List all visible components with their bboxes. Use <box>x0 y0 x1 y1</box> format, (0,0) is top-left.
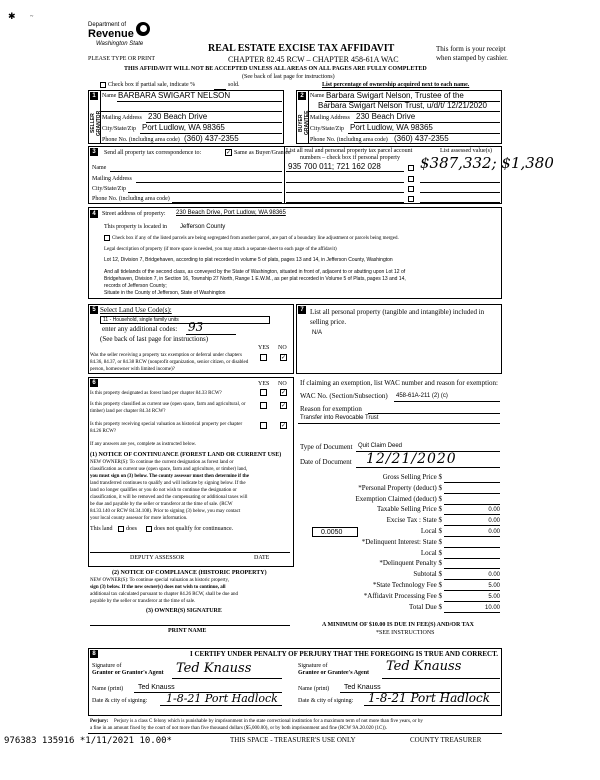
exemption-claim-label: If claiming an exemption, list WAC number and reason for exemption: <box>300 379 498 387</box>
corr-mailing-line <box>136 182 282 183</box>
personal-property-label: List all personal property (tangible and intangible) included in selling price. <box>310 308 485 326</box>
seller-mailing[interactable]: 230 Beach Drive <box>148 112 208 121</box>
grantee-name[interactable]: Ted Knauss <box>344 684 381 691</box>
seller-name[interactable]: BARBARA SWIGART NELSON <box>118 91 231 100</box>
reason-line-2 <box>298 423 500 424</box>
notice-compliance-title: (2) NOTICE OF COMPLIANCE (HISTORIC PROPERTY) <box>112 570 267 576</box>
see-instructions: *SEE INSTRUCTIONS <box>376 630 435 636</box>
land-use-code: 11 - Household, single family units <box>103 317 179 323</box>
s6-q1-no[interactable]: ✓ <box>281 389 287 396</box>
tax-row-value[interactable]: 0.00 <box>488 529 500 535</box>
tax-row-line <box>444 590 500 591</box>
buyer-phone-label: Phone No. (including area code) <box>310 137 388 143</box>
doc-type-label: Type of Document <box>300 443 353 451</box>
land-use-select[interactable] <box>100 316 270 324</box>
sold-label: sold. <box>228 82 240 88</box>
logo-mark-icon <box>136 22 150 36</box>
notice1-line-6: classification, it will be removed and the compensating or additional taxes will <box>90 495 248 500</box>
tax-row-label: Subtotal $ <box>413 570 442 579</box>
corr-mailing-label: Mailing Address <box>92 176 132 182</box>
legal-description-1[interactable]: Lot 12, Division 7, Bridgehaven, according to plat recorded in volume 5 of plats, pages 13 and 14, in Jefferson County, Washington <box>104 257 393 263</box>
additional-codes[interactable]: 93 <box>188 320 204 334</box>
tax-row-value[interactable]: 0.00 <box>488 572 500 579</box>
s6-q2-yes[interactable] <box>260 402 267 409</box>
notice1-line-8: 84.33.140 or RCW 84.34.108). Prior to signing (3) below, you may contact <box>90 509 241 514</box>
legal-label: Legal description of property (if more space is needed, you may attach a separate sheet to each page of the affidavit) <box>104 247 337 252</box>
personal-property-checkbox-1[interactable] <box>408 165 414 171</box>
seller-city-label: City/State/Zip <box>102 126 136 132</box>
notice-continuance-title: (1) NOTICE OF CONTINUANCE (FOREST LAND OR CURRENT USE) <box>90 452 282 458</box>
partial-sale-label: Check box if partial sale, indicate % <box>108 82 196 88</box>
grantor-signature[interactable]: Ted Knauss <box>176 661 252 676</box>
perjury-line-1: Perjury is a class C felony which is punishable by imprisonment in the state correctional institution for a maximum term of not more than five years, or by <box>114 719 423 724</box>
tax-row-line <box>444 568 500 569</box>
seller-side-label: SELLER GRANTOR <box>90 110 102 136</box>
seller-mailing-label: Mailing Address <box>102 115 142 121</box>
forest-land-question: Is this property designated as forest land per chapter 84.33 RCW? <box>90 391 222 396</box>
owner-signature-label: (3) OWNER(S) SIGNATURE <box>146 608 222 614</box>
tax-row-value[interactable]: 5.00 <box>488 593 500 600</box>
tax-row-label: Total Due $ <box>409 602 442 611</box>
s6-no-header: NO <box>278 381 287 387</box>
s5-q1-yes[interactable] <box>260 354 267 361</box>
notice2-line-1: NEW OWNER(S): To continue special valuation as historic property, <box>90 578 229 583</box>
tax-row-label: *State Technology Fee $ <box>372 581 442 589</box>
s5-no-header: NO <box>278 345 287 351</box>
s5-yes-header: YES <box>258 345 270 351</box>
tax-row-line <box>444 579 500 580</box>
grantee-date-label: Date & city of signing: <box>298 698 354 704</box>
s6-q3-no[interactable]: ✓ <box>281 422 287 429</box>
personal-property-checkbox-4[interactable] <box>408 196 414 202</box>
grantor-sig-label-1: Signature of <box>92 663 122 669</box>
section-number-8: 8 <box>90 650 98 658</box>
assessed-header: List assessed value(s) <box>440 148 492 154</box>
parcel-line-2 <box>286 182 404 183</box>
tax-row-value[interactable]: 0.00 <box>488 518 500 525</box>
grantee-date-line <box>364 705 500 706</box>
owner-sign-line <box>90 625 290 626</box>
buyer-mailing[interactable]: 230 Beach Drive <box>356 112 416 121</box>
same-as-buyer-checkbox[interactable]: ✓ <box>226 149 232 156</box>
current-use-question: Is this property classified as current use (open space, farm and agricultural, or timber) land per chapter 84.34 RCW? <box>90 402 246 414</box>
seller-phone-label: Phone No. (including area code) <box>102 137 180 143</box>
tax-row-label: Local $ <box>420 527 442 535</box>
logo-agency-state: Washington State <box>96 41 144 47</box>
tax-row-line <box>444 612 500 613</box>
assessed-line-3 <box>420 192 500 193</box>
please-type: PLEASE TYPE OR PRINT <box>88 56 156 62</box>
tax-row-value[interactable]: 0.00 <box>488 507 500 514</box>
reason-line-1 <box>368 413 500 414</box>
footer-rule <box>88 733 502 734</box>
personal-property-checkbox-2[interactable] <box>408 176 414 182</box>
certify-statement: I CERTIFY UNDER PENALTY OF PERJURY THAT THE FOREGOING IS TRUE AND CORRECT. <box>190 650 499 658</box>
parcel-line-3 <box>286 192 404 193</box>
grantee-sig-label-2: Grantee or Grantee's Agent <box>298 670 370 676</box>
wac-label: WAC No. (Section/Subsection) <box>300 392 388 400</box>
grantee-sig-line <box>382 678 500 679</box>
section-number-7: 7 <box>298 306 306 314</box>
partial-sale-checkbox[interactable] <box>100 82 106 88</box>
street-address[interactable]: 230 Beach Drive, Port Ludlow, WA 98365 <box>176 210 286 216</box>
tax-row-line <box>444 525 500 526</box>
notice1-line-7: be due and payable by the seller or transferor at the time of sale. (RCW <box>90 502 233 507</box>
reason-label: Reason for exemption <box>300 405 362 413</box>
corr-phone-label: Phone No. (including area code) <box>92 196 170 202</box>
if-yes-note: If any answers are yes, complete as instructed below. <box>90 442 197 447</box>
same-as-buyer-label: Same as Buyer/Grantee <box>234 150 291 156</box>
does-not-qualify-checkbox[interactable] <box>146 526 152 532</box>
section-number-3: 3 <box>90 148 98 156</box>
wac-line <box>394 401 500 402</box>
grantee-sig-label-1: Signature of <box>298 663 328 669</box>
buyer-mailing-label: Mailing Address <box>310 115 350 121</box>
grantee-date-city[interactable]: 1-8-21 Port Hadlock <box>368 691 491 705</box>
form-subtitle: CHAPTER 82.45 RCW – CHAPTER 458-61A WAC <box>228 55 399 64</box>
receipt-note-1: This form is your receipt <box>436 45 506 53</box>
notice1-line-3: you must sign on (3) below. The county assessor must then determine if the <box>90 474 249 479</box>
tax-row-line <box>444 536 500 537</box>
section-number-4: 4 <box>90 210 98 218</box>
cashier-stamp: 976383 135916 *1/11/2021 10.00* <box>4 736 172 746</box>
buyer-city-label: City/State/Zip <box>310 126 344 132</box>
notice1-line-5: land no longer qualifies or you do not wish to continue the designation or <box>90 488 237 493</box>
notice2-line-4: payable by the seller or transferor at the time of sale. <box>90 599 196 604</box>
notice2-line-2: sign (3) below. If the new owner(s) does not wish to continue, all <box>90 585 226 590</box>
section-number-6: 6 <box>90 379 98 387</box>
buyer-city[interactable]: Port Ludlow, WA 98365 <box>350 123 433 132</box>
s5-q1-no[interactable]: ✓ <box>281 354 287 361</box>
parcel-line-1 <box>286 171 404 172</box>
receipt-note-2: when stamped by cashier. <box>436 54 508 62</box>
located-label: This property is located in <box>104 224 167 230</box>
tax-row-label: Local $ <box>420 548 442 557</box>
legal-description-2d[interactable]: Situate in the County of Jefferson, State of Washington <box>104 290 226 296</box>
tax-row-label: *Personal Property (deduct) $ <box>358 483 442 492</box>
does-qualify-checkbox[interactable] <box>118 526 124 532</box>
perjury-label: Perjury: <box>90 719 109 724</box>
this-land-label: This land <box>90 526 113 532</box>
form-warning: THIS AFFIDAVIT WILL NOT BE ACCEPTED UNLESS ALL AREAS ON ALL PAGES ARE FULLY COMPLETED <box>124 66 427 72</box>
deputy-assessor-label: DEPUTY ASSESSOR <box>130 555 185 561</box>
local-rate: 0.0050 <box>321 529 343 536</box>
corr-name-label: Name <box>92 165 107 171</box>
minimum-due-note: A MINIMUM OF $10.00 IS DUE IN FEE(S) AND/OR TAX <box>322 622 474 628</box>
buyer-name-line-2[interactable]: Barbara Swigart Nelson Trust, u/d/t/ 12/21/2020 <box>318 101 487 110</box>
legal-description-2b[interactable]: Bridgehaven, Division 7, in Section 16, Township 27 North, Range 1 E.W.M., as per plat recorded in Volume 5 of Plats, pages 13 and 14, <box>104 276 406 282</box>
assessor-date-label: DATE <box>254 555 270 561</box>
county[interactable]: Jefferson County <box>180 224 226 230</box>
doc-type[interactable]: Quit Claim Deed <box>358 443 403 449</box>
tax-row-line <box>444 482 500 483</box>
corner-scribble: ~ <box>30 14 34 20</box>
tax-row-value[interactable]: 10.00 <box>484 604 500 611</box>
tax-row-label: Excise Tax : State $ <box>386 516 442 525</box>
buyer-name-label: Name <box>310 93 325 99</box>
parcel-line-4 <box>286 202 404 203</box>
s6-q3-yes[interactable] <box>260 422 267 429</box>
grantor-name-label: Name (print) <box>92 686 124 692</box>
print-name-label: PRINT NAME <box>168 628 207 634</box>
exemption-reason[interactable]: Transfer into Revocable Trust <box>300 415 379 421</box>
notice1-line-2: classification as current use (open space, farm and agriculture, or timber) land, <box>90 467 248 472</box>
local-rate-box[interactable] <box>312 527 358 537</box>
logo-agency-name: Revenue <box>88 28 134 40</box>
grantor-name[interactable]: Ted Knauss <box>138 684 175 691</box>
doc-date-label: Date of Document <box>300 458 352 466</box>
grantor-date-city[interactable]: 1-8-21 Port Hadlock <box>166 692 278 705</box>
seller-name-label: Name <box>102 93 117 99</box>
doc-date-line <box>356 467 500 468</box>
section-number-1: 1 <box>90 92 98 100</box>
land-use-label: Select Land Use Code(s): <box>100 306 172 314</box>
perjury-line-2: a fine in an amount fixed by the court of not more than five thousand dollars ($5,000.00), or by both imprisonment and fine (RCW 9A.20.020 (1C)). <box>90 726 387 731</box>
tax-row-label: *Delinquent Interest: State $ <box>361 537 442 546</box>
notice1-line-9: your local county assessor for more information. <box>90 516 188 521</box>
tax-row-value[interactable]: 5.00 <box>488 583 500 589</box>
corr-name-line <box>110 171 282 172</box>
does-label: does <box>126 526 137 532</box>
historic-question: Is this property receiving special valuation as historical property per chapter 84.26 RCW? <box>90 422 243 434</box>
legal-description-2a[interactable]: And all tidelands of the second class, as conveyed by the State of Washington, situated in front of, adjacent to or abutting upon Lot 12 of <box>104 269 406 275</box>
tax-row-label: *Affidavit Processing Fee $ <box>363 591 442 600</box>
corner-mark: ✱ <box>8 11 16 21</box>
logo-agency: Department of <box>88 22 127 28</box>
tax-row-line <box>444 514 500 515</box>
seller-name-line <box>117 101 282 102</box>
grantor-sig-label-2: Grantor or Grantor's Agent <box>92 670 164 676</box>
notice2-line-3: additional tax calculated pursuant to chapter 84.26 RCW, shall be due and <box>90 592 238 597</box>
back-note: (See back of last page for instructions) <box>242 74 335 80</box>
s6-yes-header: YES <box>258 381 270 387</box>
tax-row-line <box>444 601 500 602</box>
county-treasurer-label: COUNTY TREASURER <box>410 736 482 744</box>
corr-phone-line <box>172 202 282 203</box>
tax-row-label: Exemption Claimed (deduct) $ <box>355 494 442 503</box>
tax-row-line <box>444 493 500 494</box>
wac-number[interactable]: 458-61A-211 (2) (c) <box>396 393 448 399</box>
buyer-side-label: BUYER GRANTEE <box>298 110 310 136</box>
send-correspondence-label: Send all property tax correspondence to: <box>104 150 202 156</box>
grantor-date-label: Date & city of signing: <box>92 698 148 704</box>
ownership-note: List percentage of ownership acquired next to each name. <box>322 82 470 88</box>
personal-property-value[interactable]: N/A <box>312 330 323 336</box>
buyer-name-line-1[interactable]: Barbara Swigart Nelson, Trustee of the <box>326 91 464 100</box>
tax-row-line <box>444 547 500 548</box>
assessor-sign-line <box>90 552 290 553</box>
buyer-phone[interactable]: (360) 437-2355 <box>394 134 449 143</box>
assessed-values[interactable]: $387,332; $1,380 <box>420 154 554 172</box>
section-number-2: 2 <box>298 92 306 100</box>
section3-divider <box>284 146 285 204</box>
corr-city-line <box>128 192 282 193</box>
s6-q1-yes[interactable] <box>260 389 267 396</box>
tax-row-line <box>444 504 500 505</box>
tax-row-label: Taxable Selling Price $ <box>376 505 442 514</box>
segregated-label: Check box if any of the listed parcels are being segregated from another parcel, are part of a boundary line adjustment or parcels being merged. <box>112 236 399 241</box>
exemption-question: Was the seller receiving a property tax exemption or deferral under chapters 84.36, 84.37, or 84.38 RCW (nonprofit organization, senior citizen, or disabled person, homeowner with limited income)? <box>90 353 249 372</box>
parcel-numbers[interactable]: 935 700 011; 721 162 028 <box>288 162 381 171</box>
grantee-signature[interactable]: Ted Knauss <box>386 659 462 674</box>
s6-q2-no[interactable]: ✓ <box>281 402 287 409</box>
assessed-line-4 <box>420 202 500 203</box>
additional-codes-label: enter any additional codes: <box>102 325 178 333</box>
personal-property-checkbox-3[interactable] <box>408 186 414 192</box>
treasurer-space-label: THIS SPACE - TREASURER'S USE ONLY <box>230 736 356 744</box>
notice1-line-4: land transferred continues to qualify and will indicate by signing below. If the <box>90 481 246 486</box>
grantor-sig-line <box>172 678 282 679</box>
assessed-line-2 <box>420 182 500 183</box>
segregated-checkbox[interactable] <box>104 235 110 241</box>
land-use-instructions: (See back of last page for instructions) <box>100 335 209 343</box>
does-not-label: does not qualify for continuance. <box>154 526 234 532</box>
corr-city-label: City/State/Zip <box>92 186 126 192</box>
grantee-name-label: Name (print) <box>298 686 330 692</box>
form-title: REAL ESTATE EXCISE TAX AFFIDAVIT <box>208 43 395 54</box>
tax-row-line <box>444 558 500 559</box>
seller-phone[interactable]: (360) 437-2355 <box>184 134 239 143</box>
tax-row-label: *Delinquent Penalty $ <box>379 559 442 568</box>
dor-logo <box>88 22 158 54</box>
doc-date[interactable]: 12/21/2020 <box>366 451 457 467</box>
tax-row-label: Gross Selling Price $ <box>382 473 442 481</box>
seller-city[interactable]: Port Ludlow, WA 98365 <box>142 123 225 132</box>
parcel-header-1: List all real and personal property tax parcel account <box>286 148 413 154</box>
grantor-date-line <box>160 705 282 706</box>
notice1-line-1: NEW OWNER(S): To continue the current designation as forest land or <box>90 460 234 465</box>
legal-description-2c[interactable]: records of Jefferson County; <box>104 283 167 289</box>
parcel-header-2: numbers – check box if personal property <box>300 155 400 161</box>
street-label: Street address of property: <box>102 211 166 217</box>
section-number-5: 5 <box>90 306 98 314</box>
